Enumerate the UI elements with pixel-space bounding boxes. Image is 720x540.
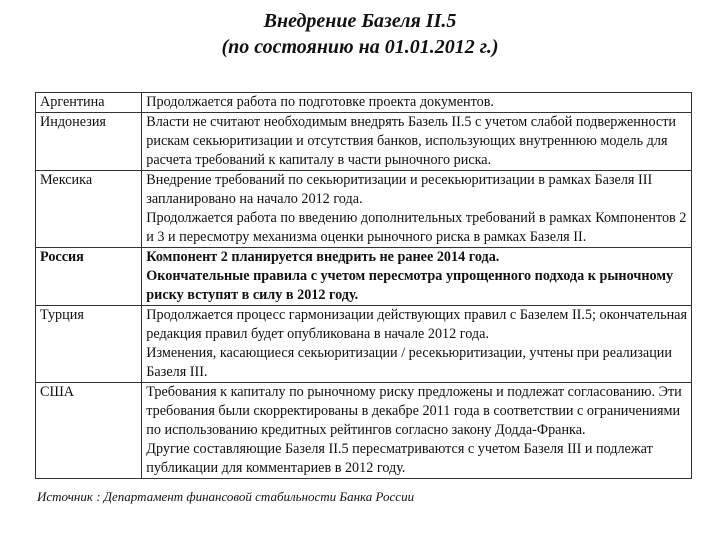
status-line: запланировано на начало 2012 года. [146,191,363,207]
status-line: требования были скорректированы в декабре 2011 года в соответствии с ограничениями [146,403,681,419]
country-cell: Индонезия [36,113,142,171]
table-row-russia [36,248,692,306]
status-line: Базеля III. [146,364,208,380]
status-cell [142,93,692,113]
table-row-usa [36,383,692,479]
status-line: Окончательные правила с учетом пересмотра упрощенного подхода к рыночному [146,268,674,284]
page-title: Внедрение Базеля II.5 [263,10,457,32]
status-line: и 3 и пересмотру механизма оценки рыночного риска в рамках Базеля II. [146,229,587,245]
page-subtitle-date: (по состоянию на 01.01.2012 г.) [221,36,499,58]
status-line: Продолжается работа по введению дополнительных требований в рамках Компонентов 2 [146,210,687,226]
table-row-indonesia [36,113,692,171]
status-line: Власти не считают необходимым внедрять Базель II.5 с учетом слабой подверженности [146,114,677,130]
table-row-turkey [36,306,692,383]
status-line: Требования к капиталу по рыночному риску предложены и подлежат согласованию. Эти [146,384,682,400]
table-row-mexico [36,171,692,248]
status-line: расчета требований к капиталу в части рыночного риска. [146,152,492,168]
status-line: Внедрение требований по секьюритизации и ресекьюритизации в рамках Базеля III [146,172,653,188]
country-cell: Аргентина [36,93,142,113]
status-line: по использованию кредитных рейтингов согласно закону Додда-Франка. [146,422,586,438]
status-line: редакция правил будет опубликована в начале 2012 года. [146,326,489,342]
status-line: Продолжается процесс гармонизации действующих правил с Базелем II.5; окончательная [146,307,687,323]
status-cell [142,248,692,306]
status-line: Изменения, касающиеся секьюритизации / ресекьюритизации, учтены при реализации [146,345,672,361]
status-line: Другие составляющие Базеля II.5 пересматриваются с учетом Базеля III и подлежат [146,441,653,457]
status-line: Продолжается работа по подготовке проекта документов. [146,94,494,110]
country-cell: Россия [36,248,142,306]
status-cell [142,383,692,479]
country-cell: США [36,383,142,479]
country-cell: Мексика [36,171,142,248]
status-cell [142,113,692,171]
status-line: публикации для комментариев в 2012 году. [146,460,406,476]
basel-implementation-table [35,92,692,479]
country-cell: Турция [36,306,142,383]
status-line: риску вступят в силу в 2012 году. [146,287,359,303]
status-cell [142,306,692,383]
status-cell [142,171,692,248]
table-row-argentina [36,93,692,113]
status-line: рискам секьюритизации и отсутствия банков, использующих внутреннюю модель для [146,133,668,149]
source-note: Источник : Департамент финансовой стабильности Банка России [37,489,415,504]
status-line: Компонент 2 планируется внедрить не ранее 2014 года. [146,249,500,265]
